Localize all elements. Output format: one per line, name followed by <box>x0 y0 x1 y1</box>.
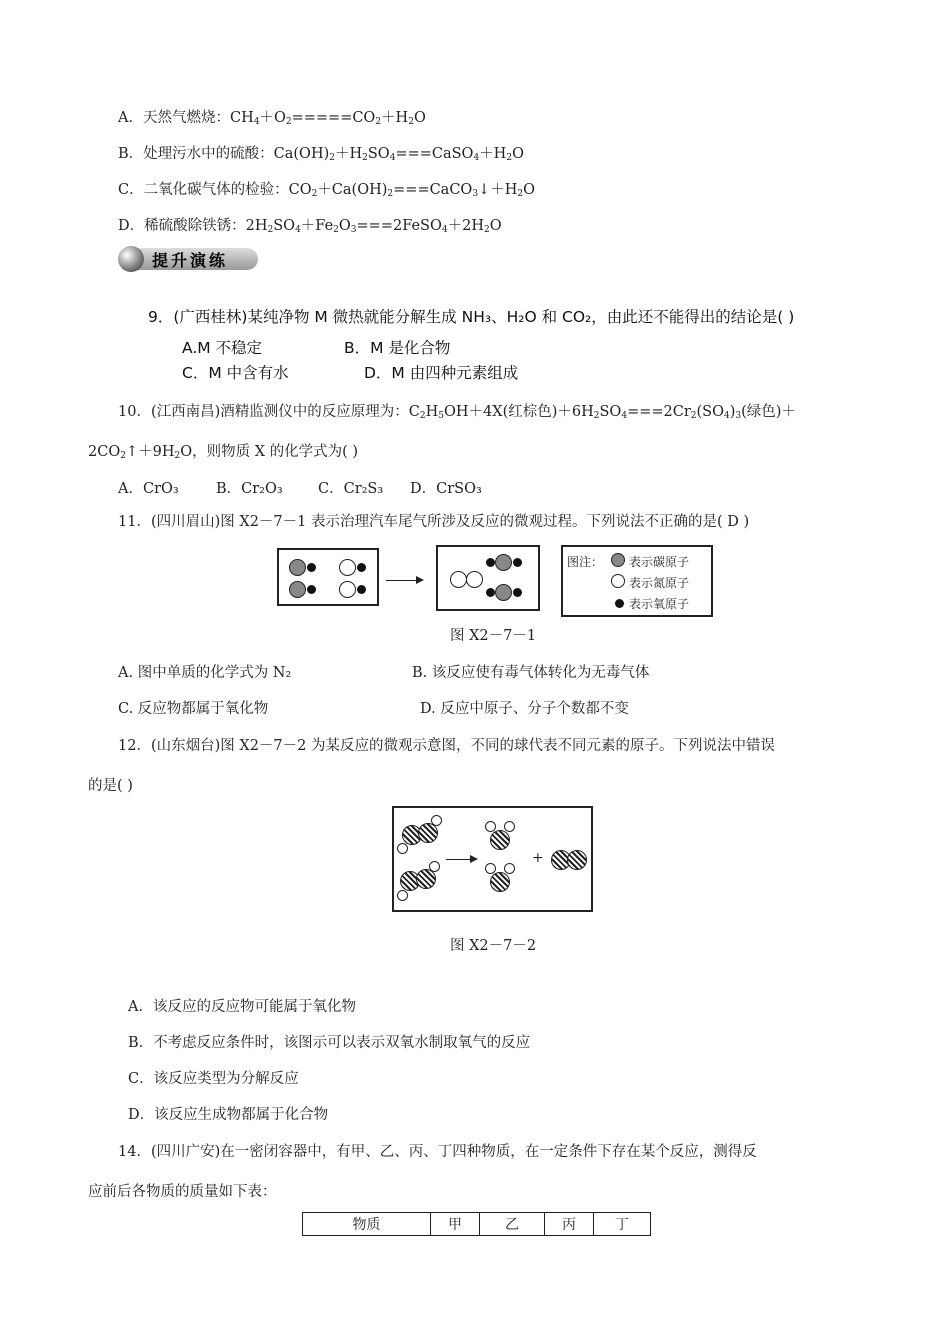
q11-legend <box>561 545 713 617</box>
q10-line1: 10．(江西南昌)酒精监测仪中的反应原理为：$C_2H_5OH+4X$(红棕色)$+6H_2SO_4===2Cr_2(SO_4)_3$(绿色)＋ <box>118 404 796 421</box>
q12-stem-line1: 12．(山东烟台)图 X2－7－2 为某反应的微观示意图，不同的球代表不同元素的原子。下列说法中错误 <box>118 738 775 754</box>
table-header-cell: 甲 <box>431 1213 480 1236</box>
q11-stem: 11．(四川眉山)图 X2－7－1 表示治理汽车尾气所涉及反应的微观过程。下列说法不正确的是( D ) <box>118 514 750 530</box>
oxygen-atom <box>486 558 495 567</box>
legend-title: 图注： <box>567 555 604 569</box>
q14-stem-line1: 14．(四川广安)在一密闭容器中，有甲、乙、丙、丁四种物质，在一定条件下存在某个反应，测得反 <box>118 1144 757 1160</box>
option-label: D．稀硫酸除铁锈： <box>118 218 246 234</box>
plus-sign: + <box>532 850 544 866</box>
oxygen-atom <box>486 588 495 597</box>
q10-option-c: C．Cr₂S₃ <box>318 481 384 497</box>
white-atom <box>429 861 440 872</box>
hatched-atom <box>418 823 438 843</box>
nitrogen-atom <box>466 571 483 588</box>
white-atom <box>504 821 515 832</box>
table-header-cell: 乙 <box>480 1213 545 1236</box>
carbon-atom <box>289 559 306 576</box>
hatched-atom <box>490 872 510 892</box>
oxygen-atom-legend-icon <box>615 599 624 608</box>
q9-stem: 9．(广西桂林)某纯净物 M 微热就能分解生成 NH₃、H₂O 和 CO₂，由此还不能得出的结论是( ) <box>148 308 795 326</box>
q11-option-c: C. 反应物都属于氧化物 <box>118 701 269 717</box>
oxygen-atom <box>513 588 522 597</box>
carbon-atom-legend-icon <box>611 553 625 567</box>
q11-figure-caption: 图 X2－7－1 <box>450 628 537 644</box>
q14-stem-line2: 应前后各物质的质量如下表： <box>88 1184 277 1200</box>
option-label: A．天然气燃烧： <box>118 110 230 126</box>
q12-figure-caption: 图 X2－7－2 <box>450 938 537 954</box>
table-header-cell: 丙 <box>545 1213 594 1236</box>
q11-option-b: B. 该反应使有毒气体转化为无毒气体 <box>412 665 650 681</box>
q11-option-d: D. 反应中原子、分子个数都不变 <box>420 701 629 717</box>
q9-option-a: A.M 不稳定 <box>182 339 263 357</box>
q9-option-c: C．M 中含有水 <box>182 364 289 382</box>
carbon-atom <box>495 584 512 601</box>
q11-products-box <box>436 545 540 611</box>
banner-ball-icon <box>118 246 144 272</box>
white-atom <box>485 863 496 874</box>
oxygen-atom <box>357 585 366 594</box>
table-header-cell: 物质 <box>303 1213 431 1236</box>
q10-option-a: A．CrO₃ <box>118 481 179 497</box>
q9-option-b: B．M 是化合物 <box>344 339 451 357</box>
white-atom <box>397 843 408 854</box>
q10-option-d: D．CrSO₃ <box>410 481 482 497</box>
legend-item: 表示氮原子 <box>629 576 690 590</box>
q10-suffix: ，则物质 X 的化学式为( ) <box>192 444 359 460</box>
q8-option-d: D．稀硫酸除铁锈：$2H_2SO_4+Fe_2O_3===2FeSO_4+2H_2O$ <box>118 218 502 235</box>
section-banner <box>118 245 258 273</box>
option-label: C．二氧化碳气体的检验： <box>118 182 289 198</box>
q12-option-a: A．该反应的反应物可能属于氧化物 <box>128 999 356 1015</box>
carbon-atom <box>495 554 512 571</box>
reaction-arrow-icon <box>446 859 476 860</box>
table-header-row <box>303 1213 651 1236</box>
white-atom <box>397 890 408 901</box>
q8-option-b: B．处理污水中的硫酸：$Ca(OH)_2+H_2SO_4===CaSO_4+H_2O$ <box>118 146 524 163</box>
q12-option-c: C．该反应类型为分解反应 <box>128 1071 299 1087</box>
nitrogen-atom <box>339 559 356 576</box>
q11-option-a: A. 图中单质的化学式为 N₂ <box>118 665 292 681</box>
white-atom <box>485 821 496 832</box>
q10-line2: $2CO_2↑+9H_2O$，则物质 X 的化学式为( ) <box>88 444 359 461</box>
q10-option-b: B．Cr₂O₃ <box>216 481 283 497</box>
table-header-cell: 丁 <box>594 1213 651 1236</box>
mass-table <box>302 1212 651 1236</box>
q11-reactants-box <box>277 548 379 606</box>
q8-option-a: A．天然气燃烧：$CH_4+O_2=====CO_2+H_2O$ <box>118 110 426 127</box>
oxygen-atom <box>357 563 366 572</box>
oxygen-atom <box>513 558 522 567</box>
q9-option-d: D．M 由四种元素组成 <box>364 364 519 382</box>
hatched-atom <box>416 869 436 889</box>
white-atom <box>504 863 515 874</box>
reaction-arrow-icon <box>386 580 422 581</box>
q10-prefix: 10．(江西南昌)酒精监测仪中的反应原理为： <box>118 404 409 420</box>
q12-option-d: D．该反应生成物都属于化合物 <box>128 1107 329 1123</box>
carbon-atom <box>289 581 306 598</box>
legend-item: 表示氧原子 <box>629 597 690 611</box>
q12-figure <box>392 806 593 912</box>
banner-title: 提升演练 <box>152 251 229 270</box>
nitrogen-atom <box>339 581 356 598</box>
hatched-atom <box>567 850 587 870</box>
oxygen-atom <box>307 563 316 572</box>
q12-option-b: B．不考虑反应条件时，该图示可以表示双氧水制取氧气的反应 <box>128 1035 531 1051</box>
oxygen-atom <box>307 585 316 594</box>
option-label: B．处理污水中的硫酸： <box>118 146 274 162</box>
q12-stem-line2: 的是( ) <box>88 778 133 794</box>
nitrogen-atom <box>450 571 467 588</box>
white-atom <box>431 815 442 826</box>
q8-option-c: C．二氧化碳气体的检验：$CO_2+Ca(OH)_2===CaCO_3↓+H_2O$ <box>118 182 535 199</box>
nitrogen-atom-legend-icon <box>611 574 625 588</box>
legend-item: 表示碳原子 <box>629 555 690 569</box>
hatched-atom <box>490 830 510 850</box>
